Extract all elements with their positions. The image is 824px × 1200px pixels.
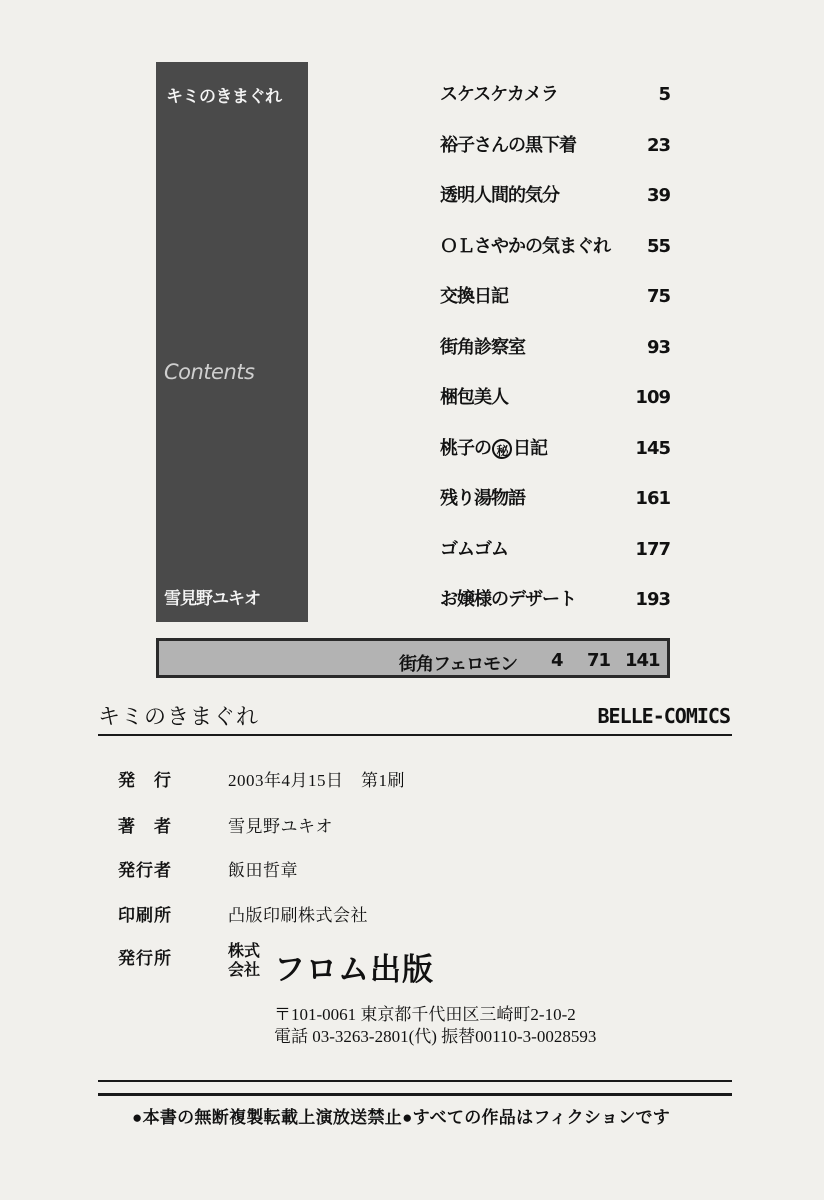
- row-key-publisher: 発行所: [118, 949, 172, 968]
- series-title: 街角フェロモン: [399, 654, 518, 675]
- toc-page: 109: [635, 387, 670, 408]
- toc-page: 145: [635, 437, 670, 459]
- publisher-phone: 電話 03-3263-2801(代) 振替00110-3-0028593: [274, 1027, 597, 1046]
- series-page: 4: [551, 650, 563, 671]
- toc-item: [440, 426, 672, 477]
- row-value-author: 雪見野ユキオ: [228, 817, 333, 836]
- toc-page: 23: [646, 134, 670, 156]
- contents-panel: [156, 62, 308, 622]
- toc-title-post: 日記: [513, 437, 547, 459]
- divider: [98, 734, 732, 736]
- toc-item: [440, 173, 672, 224]
- toc-title: お嬢様のデザート: [440, 589, 576, 610]
- toc-title: 透明人間的気分: [440, 185, 559, 206]
- row-key-issue: 発 行: [118, 771, 172, 790]
- toc-page: 55: [646, 235, 670, 257]
- toc-title: [440, 434, 547, 460]
- toc-item: [440, 577, 672, 628]
- toc-page: 5: [658, 84, 670, 105]
- toc-page: 193: [635, 589, 670, 610]
- contents-label: Contents: [164, 360, 255, 384]
- toc-item: [440, 476, 672, 527]
- toc-title: 梱包美人: [440, 387, 508, 408]
- table-of-contents: [440, 72, 672, 628]
- publisher-name: フロム出版: [274, 952, 434, 988]
- divider: [98, 1080, 732, 1082]
- toc-page: 93: [646, 336, 670, 358]
- toc-title: 裕子さんの黒下着: [440, 134, 576, 156]
- company-type-line: 株式: [228, 943, 261, 960]
- toc-item: [440, 123, 672, 174]
- toc-title: 街角診察室: [440, 336, 525, 358]
- toc-item: [440, 375, 672, 426]
- company-type: [228, 942, 260, 980]
- row-key-publisher-person: 発行者: [118, 861, 172, 880]
- publisher-address: 〒101-0061 東京都千代田区三崎町2-10-2: [274, 1005, 576, 1024]
- toc-item: [440, 527, 672, 578]
- toc-item: [440, 224, 672, 275]
- copyright-notice: ●本書の無断複製転載上演放送禁止●すべての作品はフィクションです: [132, 1108, 671, 1127]
- panel-title: キミのきまぐれ: [166, 87, 282, 107]
- row-key-author: 著 者: [118, 817, 172, 836]
- toc-page: 75: [646, 286, 670, 307]
- toc-title: ゴムゴム: [440, 538, 508, 560]
- toc-title: スケスケカメラ: [440, 84, 558, 105]
- company-type-line: 会社: [228, 962, 261, 979]
- book-title: キミのきまぐれ: [98, 705, 260, 730]
- series-page: 141: [625, 650, 660, 671]
- divider: [98, 1093, 732, 1096]
- secret-mark: 秘: [492, 439, 512, 459]
- toc-page: 177: [635, 538, 670, 560]
- toc-item: [440, 274, 672, 325]
- series-bar: [156, 638, 670, 678]
- toc-page: 39: [646, 185, 670, 206]
- imprint-label: BELLE-COMICS: [597, 704, 730, 728]
- panel-author: 雪見野ユキオ: [164, 589, 260, 609]
- toc-item: [440, 325, 672, 376]
- toc-title: 交換日記: [440, 286, 508, 307]
- row-value-printer: 凸版印刷株式会社: [228, 906, 368, 925]
- toc-page: 161: [635, 488, 670, 509]
- toc-title: ＯＬさやかの気まぐれ: [440, 235, 610, 257]
- toc-title: 残り湯物語: [440, 488, 525, 509]
- row-value-publisher-person: 飯田哲章: [228, 861, 298, 880]
- series-page: 71: [587, 650, 611, 671]
- row-value-issue: 2003年4月15日 第1刷: [228, 771, 405, 790]
- row-key-printer: 印刷所: [118, 906, 172, 925]
- toc-item: [440, 72, 672, 123]
- toc-title-pre: 桃子の: [440, 437, 491, 459]
